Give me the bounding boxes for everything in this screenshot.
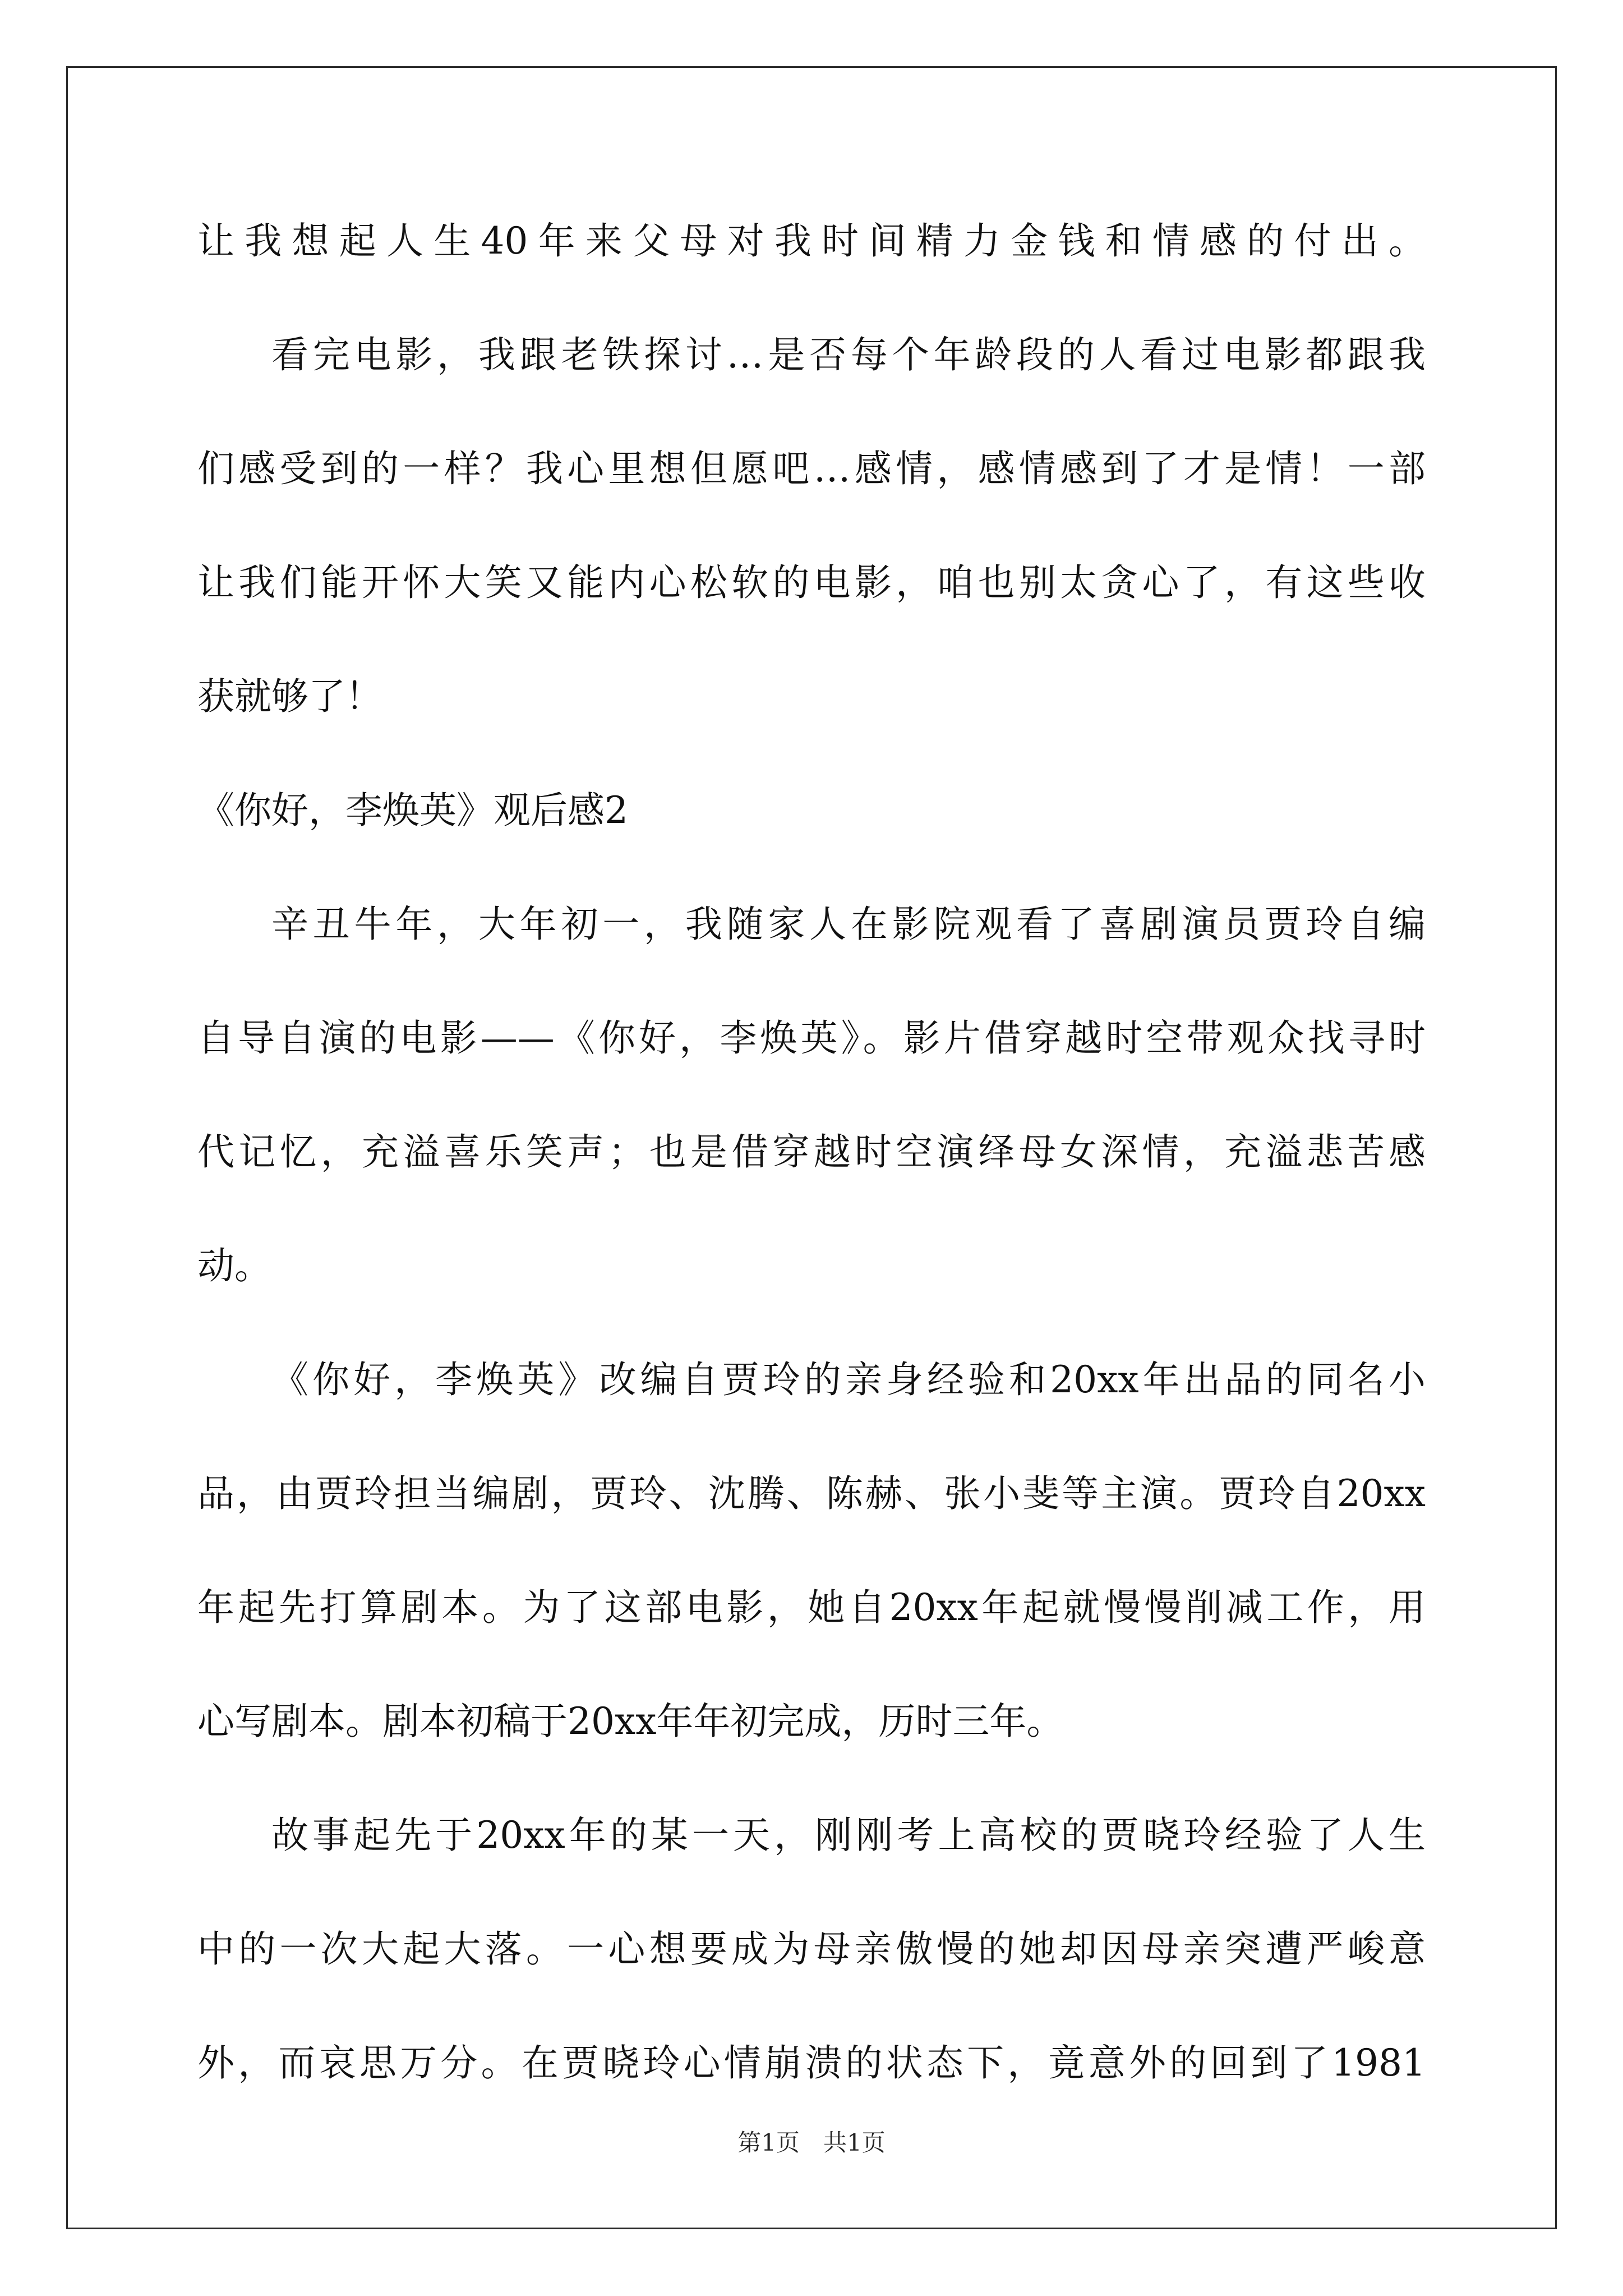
- text-line: 动。: [197, 1244, 271, 1287]
- text-line: 《你好，李焕英》改编自贾玲的亲身经验和20xx年出品的同名小: [271, 1358, 1426, 1401]
- text-line: 代记忆，充溢喜乐笑声；也是借穿越时空演绎母女深情，充溢悲苦感: [197, 1130, 1426, 1174]
- text-line: 让我想起人生40年来父母对我时间精力金钱和情感的付出。: [197, 219, 1426, 263]
- text-line: 中的一次大起大落。一心想要成为母亲傲慢的她却因母亲突遭严峻意: [197, 1927, 1426, 1971]
- text-line: 看完电影，我跟老铁探讨…是否每个年龄段的人看过电影都跟我: [271, 333, 1426, 376]
- text-line: 们感受到的一样？我心里想但愿吧…感情，感情感到了才是情！一部: [197, 447, 1426, 490]
- text-line: 获就够了！: [197, 675, 382, 718]
- text-line: 自导自演的电影——《你好，李焕英》。影片借穿越时空带观众找寻时: [197, 1016, 1426, 1060]
- text-line: 让我们能开怀大笑又能内心松软的电影，咱也别太贪心了，有这些收: [197, 561, 1426, 604]
- text-line: 心写剧本。剧本初稿于20xx年年初完成，历时三年。: [197, 1700, 1064, 1743]
- text-line: 外，而哀思万分。在贾晓玲心情崩溃的状态下，竟意外的回到了1981: [197, 2041, 1426, 2085]
- text-line: 年起先打算剧本。为了这部电影，她自20xx年起就慢慢削减工作，用: [197, 1586, 1426, 1629]
- page-footer: 第1页 共1页: [737, 2129, 886, 2156]
- text-line: 辛丑牛年，大年初一，我随家人在影院观看了喜剧演员贾玲自编: [271, 903, 1426, 946]
- document-body: [197, 213, 1426, 2149]
- text-line: 品，由贾玲担当编剧，贾玲、沈腾、陈赫、张小斐等主演。贾玲自20xx: [197, 1472, 1426, 1515]
- text-line: 故事起先于20xx年的某一天，刚刚考上高校的贾晓玲经验了人生: [271, 1814, 1426, 1857]
- section-heading: 《你好，李焕英》观后感2: [197, 789, 628, 832]
